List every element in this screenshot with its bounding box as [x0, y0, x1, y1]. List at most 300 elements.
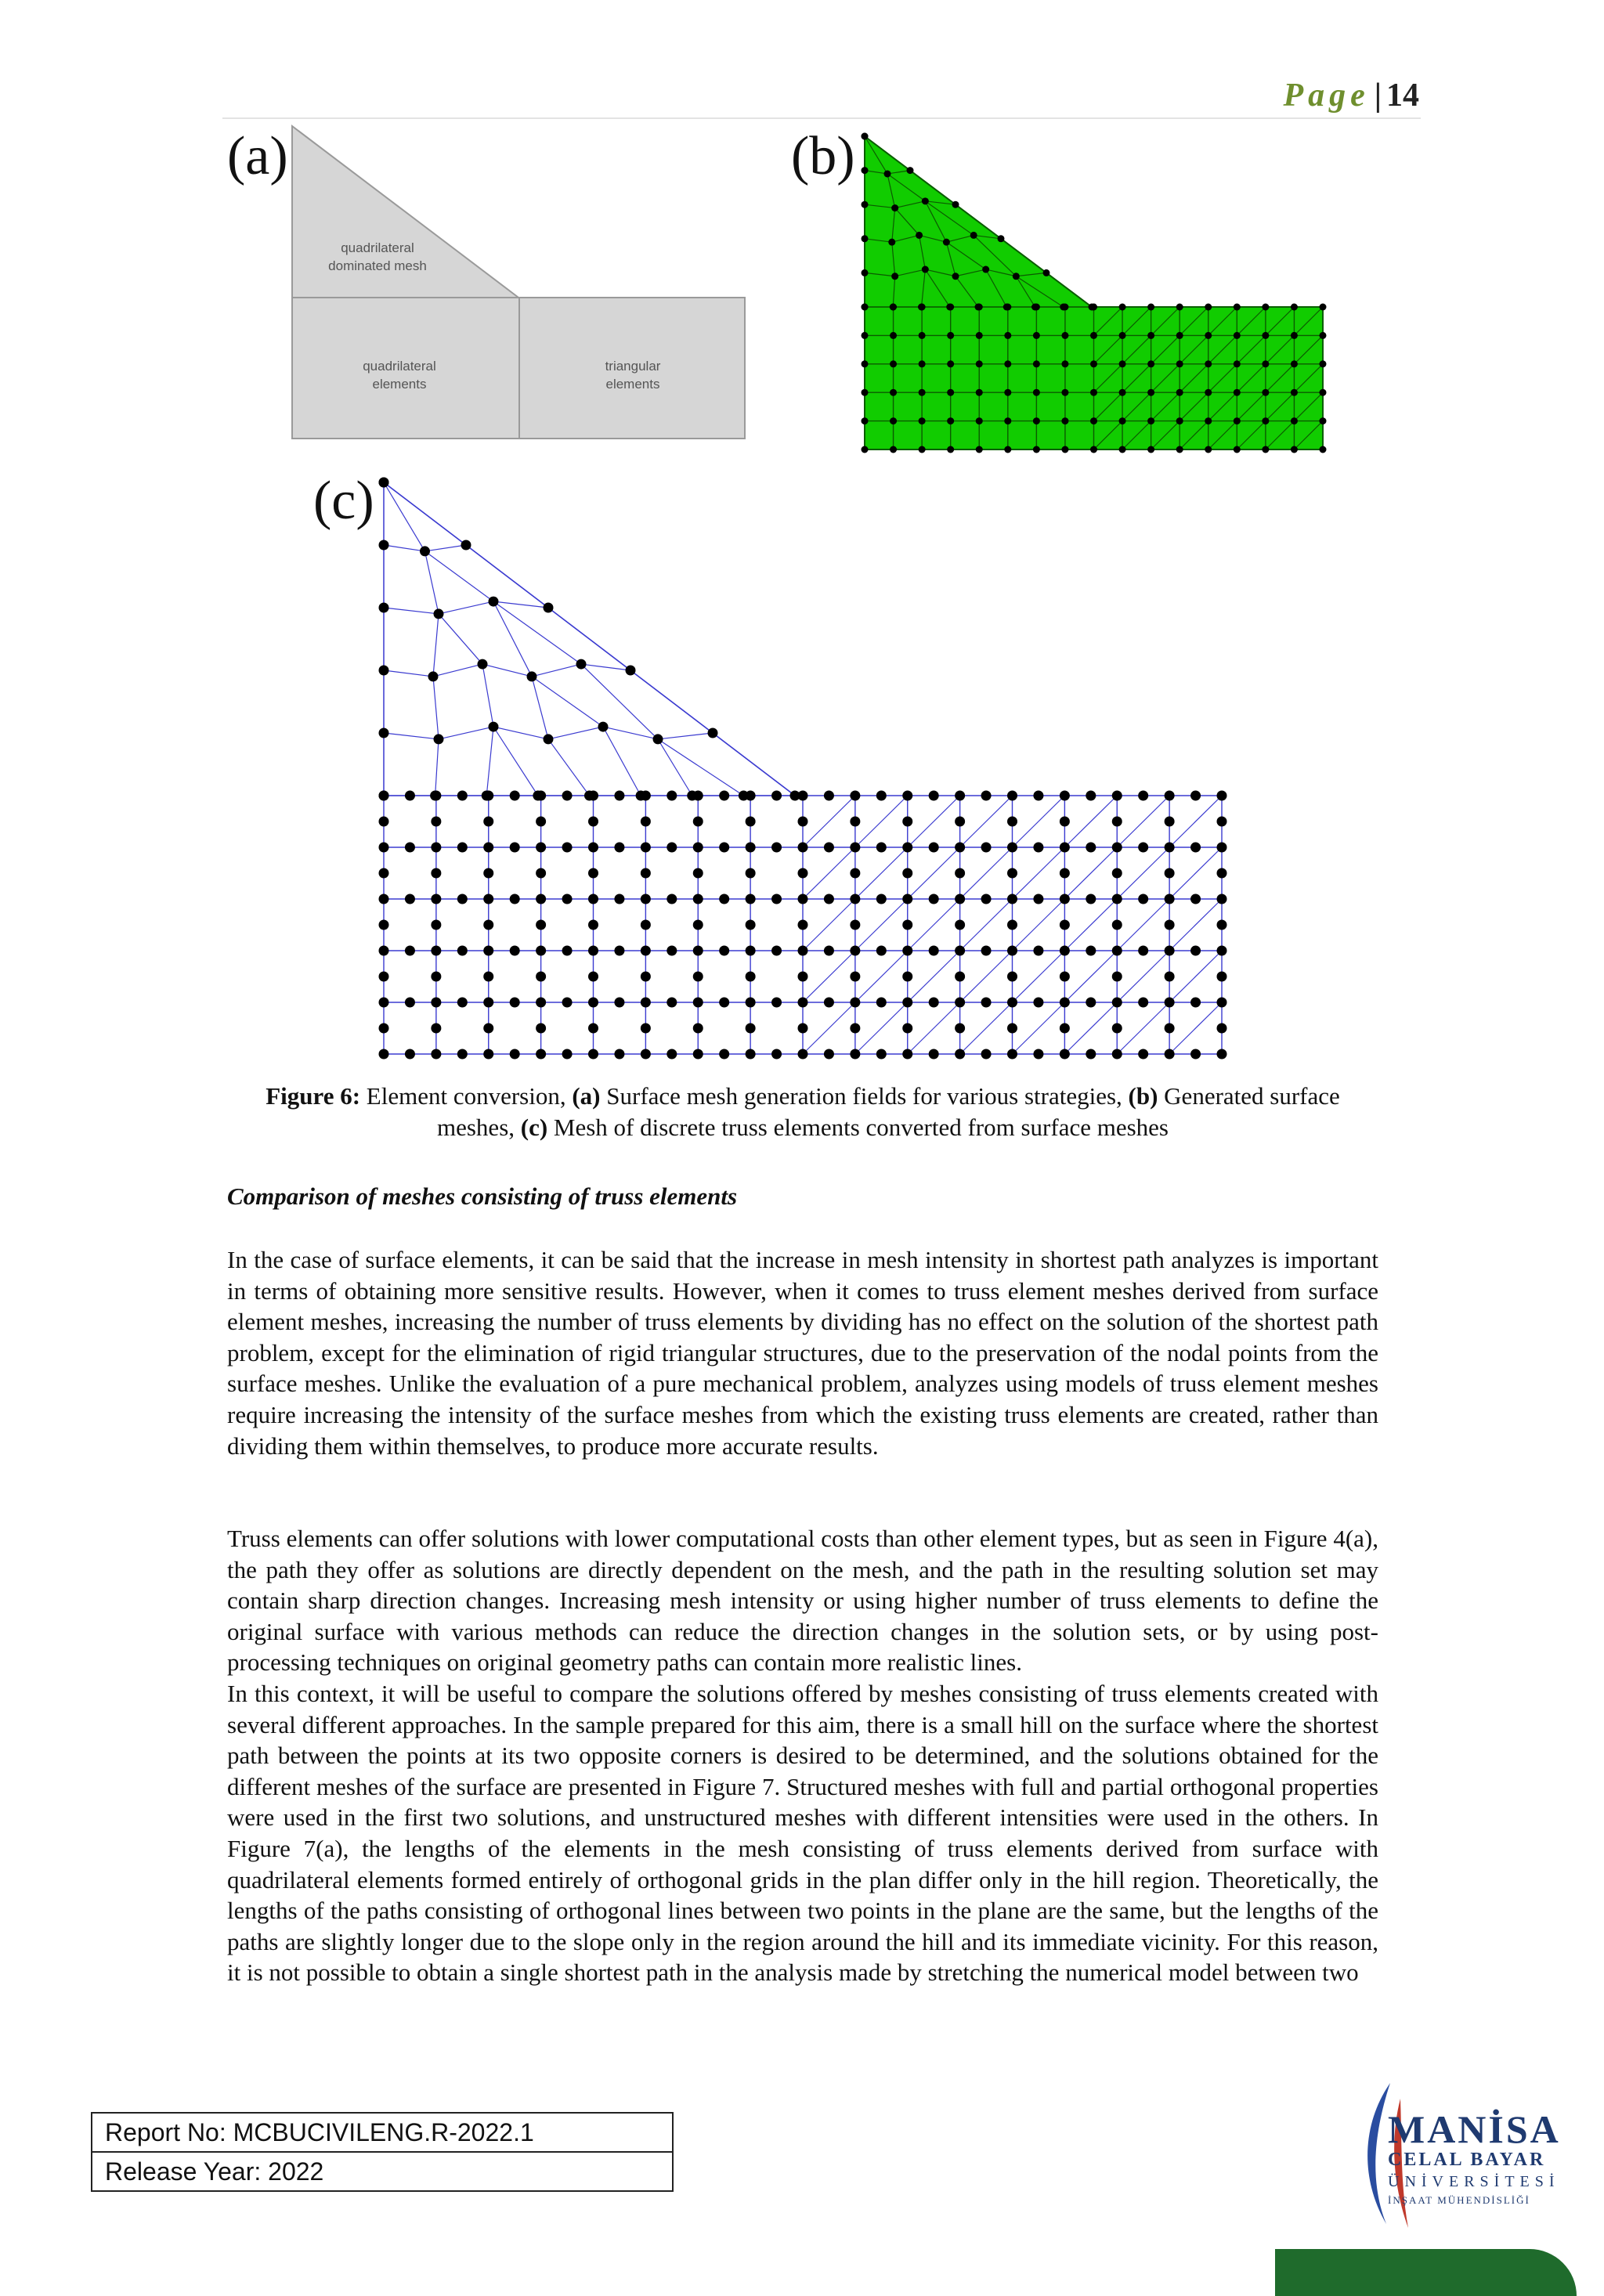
mesh-node: [1090, 417, 1097, 424]
mesh-node: [536, 946, 546, 956]
mesh-node: [1217, 791, 1227, 801]
mesh-node: [1291, 360, 1298, 367]
mesh-diagonal: [855, 796, 908, 847]
mesh-node: [952, 273, 959, 280]
mesh-edge: [630, 670, 713, 733]
section-title: Comparison of meshes consisting of truss elements: [227, 1182, 738, 1210]
mesh-node: [1165, 1023, 1175, 1034]
mesh-node: [1060, 998, 1070, 1008]
mesh-node: [1033, 1049, 1043, 1060]
mesh-node: [641, 817, 651, 827]
logo-line-3: ÜNİVERSİTESİ: [1388, 2173, 1560, 2190]
mesh-node: [1262, 360, 1269, 367]
mesh-node: [536, 1023, 546, 1034]
mesh-node: [510, 1049, 520, 1060]
mesh-node: [1138, 894, 1148, 904]
mesh-node: [667, 894, 677, 904]
mesh-node: [862, 446, 869, 453]
mesh-node: [1007, 817, 1017, 827]
mesh-node: [955, 817, 965, 827]
mesh-node: [929, 946, 939, 956]
mesh-node: [850, 817, 860, 827]
mesh-edge: [433, 614, 439, 677]
mesh-node: [1234, 360, 1241, 367]
mesh-node: [489, 597, 499, 607]
mesh-node: [850, 998, 860, 1008]
mesh-node: [1003, 304, 1010, 311]
mesh-node: [929, 998, 939, 1008]
mesh-diagonal: [908, 796, 960, 847]
mesh-node: [955, 791, 965, 801]
mesh-node: [1234, 304, 1241, 311]
mesh-node: [1217, 1023, 1227, 1034]
mesh-node: [890, 446, 897, 453]
mesh-edge: [435, 739, 439, 796]
mesh-node: [947, 417, 954, 424]
mesh-node: [1061, 417, 1068, 424]
mesh-diagonal: [1013, 847, 1065, 899]
page-word: Page: [1283, 78, 1370, 114]
mesh-node: [1320, 304, 1327, 311]
mesh-node: [1262, 446, 1269, 453]
mesh-node: [1090, 360, 1097, 367]
mesh-node: [862, 360, 869, 367]
mesh-node: [420, 546, 430, 556]
mesh-node: [1119, 417, 1126, 424]
caption-text-3: Generated surface meshes,: [437, 1082, 1340, 1141]
mesh-node: [483, 1023, 493, 1034]
mesh-node: [1217, 894, 1227, 904]
mesh-node: [1165, 972, 1175, 982]
mesh-node: [1061, 332, 1068, 339]
mesh-node: [890, 304, 897, 311]
mesh-node: [1060, 946, 1070, 956]
mesh-node: [1060, 868, 1070, 879]
mesh-node: [746, 972, 756, 982]
mesh-node: [1033, 894, 1043, 904]
mesh-node: [431, 998, 441, 1008]
mesh-node: [1007, 843, 1017, 853]
mesh-edge: [433, 677, 439, 739]
mesh-node: [907, 167, 914, 174]
mesh-node: [1086, 791, 1096, 801]
mesh-node: [1090, 446, 1097, 453]
mesh-diagonal: [908, 951, 960, 1002]
mesh-node: [862, 417, 869, 424]
mesh-node: [1090, 332, 1097, 339]
mesh-diagonal: [855, 847, 908, 899]
mesh-node: [641, 920, 651, 930]
mesh-node: [457, 791, 468, 801]
mesh-node: [1112, 1023, 1122, 1034]
mesh-node: [1147, 446, 1154, 453]
caption-b: (b): [1128, 1082, 1158, 1110]
mesh-node: [405, 946, 415, 956]
mesh-node: [614, 998, 624, 1008]
mesh-node: [1004, 389, 1011, 396]
mesh-node: [483, 920, 493, 930]
mesh-node: [687, 791, 697, 801]
mesh-node: [483, 998, 493, 1008]
mesh-node: [1165, 920, 1175, 930]
mesh-edge: [466, 545, 548, 608]
mesh-node: [719, 1049, 729, 1060]
mesh-node: [1320, 360, 1327, 367]
mesh-edge: [493, 601, 532, 677]
mesh-edge: [425, 545, 467, 551]
caption-prefix: Figure 6:: [266, 1082, 361, 1110]
mesh-node: [1033, 998, 1043, 1008]
mesh-node: [641, 972, 651, 982]
mesh-node: [562, 791, 573, 801]
mesh-node: [1043, 269, 1050, 276]
mesh-node: [771, 1049, 782, 1060]
mesh-node: [998, 235, 1005, 242]
mesh-node: [902, 894, 912, 904]
mesh-node: [1112, 972, 1122, 982]
mesh-node: [510, 894, 520, 904]
mesh-node: [379, 894, 389, 904]
mesh-node: [379, 998, 389, 1008]
mesh-node: [379, 1023, 389, 1034]
header-rule: [222, 117, 1421, 119]
mesh-node: [1205, 304, 1212, 311]
mesh-node: [544, 734, 554, 744]
mesh-edge: [384, 545, 425, 551]
mesh-node: [431, 972, 441, 982]
mesh-node: [1112, 791, 1122, 801]
mesh-node: [1112, 894, 1122, 904]
mesh-node: [981, 998, 992, 1008]
mesh-node: [1119, 446, 1126, 453]
mesh-node: [379, 728, 389, 738]
mesh-node: [922, 197, 929, 204]
mesh-node: [890, 417, 897, 424]
mesh-node: [536, 1049, 546, 1060]
mesh-edge: [548, 727, 603, 739]
mesh-node: [588, 843, 598, 853]
mesh-edge: [713, 733, 795, 796]
mesh-node: [1060, 1049, 1070, 1060]
mesh-node: [719, 946, 729, 956]
mesh-diagonal: [1117, 951, 1169, 1002]
mesh-node: [457, 843, 468, 853]
mesh-node: [798, 817, 808, 827]
mesh-node: [976, 446, 983, 453]
mesh-node: [1004, 360, 1011, 367]
mesh-node: [1007, 972, 1017, 982]
mesh-diagonal: [855, 951, 908, 1002]
mesh-diagonal: [855, 899, 908, 951]
mesh-node: [379, 868, 389, 879]
mesh-node: [746, 817, 756, 827]
mesh-diagonal: [1169, 847, 1222, 899]
mesh-node: [1205, 360, 1212, 367]
mesh-node: [798, 894, 808, 904]
mesh-node: [1112, 843, 1122, 853]
mesh-node: [576, 659, 587, 670]
mesh-node: [850, 843, 860, 853]
mesh-node: [598, 722, 609, 732]
mesh-diagonal: [960, 899, 1013, 951]
mesh-edge: [439, 614, 482, 664]
region-label-line: elements: [372, 376, 427, 392]
mesh-node: [1007, 998, 1017, 1008]
mesh-node: [1061, 360, 1068, 367]
region-label-line: quadrilateral: [341, 240, 414, 255]
mesh-node: [1320, 417, 1327, 424]
mesh-node: [588, 946, 598, 956]
report-info-box: [91, 2112, 674, 2192]
mesh-node: [850, 894, 860, 904]
mesh-edge: [384, 482, 466, 545]
mesh-node: [562, 894, 573, 904]
mesh-node: [1234, 446, 1241, 453]
mesh-node: [876, 791, 887, 801]
mesh-node: [431, 894, 441, 904]
mesh-node: [1320, 389, 1327, 396]
mesh-edge: [493, 727, 538, 796]
mesh-node: [746, 868, 756, 879]
region-label-line: quadrilateral: [363, 359, 436, 374]
mesh-diagonal: [1064, 951, 1117, 1002]
mesh-node: [693, 817, 703, 827]
mesh-edge: [425, 551, 439, 614]
mesh-node: [1138, 791, 1148, 801]
release-year: Release Year: 2022: [92, 2151, 672, 2190]
mesh-node: [850, 920, 860, 930]
mesh-node: [588, 817, 598, 827]
mesh-node: [544, 603, 554, 613]
mesh-node: [1165, 946, 1175, 956]
mesh-node: [862, 389, 869, 396]
mesh-edge: [384, 482, 425, 551]
mesh-node: [1061, 389, 1068, 396]
mesh-node: [955, 868, 965, 879]
mesh-node: [667, 843, 677, 853]
mesh-node: [771, 791, 782, 801]
mesh-diagonal: [1169, 1002, 1222, 1054]
mesh-node: [952, 201, 959, 208]
mesh-edge: [548, 739, 590, 796]
mesh-node: [1112, 998, 1122, 1008]
mesh-node: [850, 791, 860, 801]
mesh-node: [667, 946, 677, 956]
mesh-node: [693, 972, 703, 982]
mesh-node: [876, 1049, 887, 1060]
mesh-node: [975, 304, 982, 311]
mesh-node: [478, 659, 488, 670]
mesh-node: [614, 946, 624, 956]
mesh-diagonal: [908, 847, 960, 899]
mesh-node: [708, 728, 718, 738]
mesh-node: [1112, 920, 1122, 930]
mesh-node: [1291, 446, 1298, 453]
mesh-node: [1217, 817, 1227, 827]
mesh-node: [798, 972, 808, 982]
mesh-node: [1138, 946, 1148, 956]
mesh-node: [1033, 389, 1040, 396]
mesh-node: [719, 998, 729, 1008]
mesh-node: [771, 894, 782, 904]
mesh-node: [562, 843, 573, 853]
mesh-diagonal: [1117, 847, 1169, 899]
mesh-node: [1004, 417, 1011, 424]
mesh-diagonal: [803, 1002, 855, 1054]
mesh-node: [1165, 843, 1175, 853]
mesh-node: [434, 734, 444, 744]
mesh-node: [693, 1049, 703, 1060]
mesh-node: [1217, 1049, 1227, 1060]
mesh-node: [1119, 360, 1126, 367]
figure-label-b: (b): [791, 126, 855, 186]
mesh-node: [693, 998, 703, 1008]
caption-a: (a): [572, 1082, 601, 1110]
mesh-node: [614, 1049, 624, 1060]
caption-text-4: Mesh of discrete truss elements converted from surface meshes: [547, 1114, 1169, 1141]
mesh-diagonal: [960, 951, 1013, 1002]
mesh-node: [536, 843, 546, 853]
mesh-node: [1112, 946, 1122, 956]
mesh-node: [562, 1049, 573, 1060]
mesh-node: [536, 868, 546, 879]
mesh-node: [862, 332, 869, 339]
mesh-node: [1119, 389, 1126, 396]
mesh-node: [641, 868, 651, 879]
mesh-node: [457, 894, 468, 904]
mesh-node: [431, 843, 441, 853]
mesh-node: [405, 791, 415, 801]
mesh-node: [955, 843, 965, 853]
mesh-node: [641, 998, 651, 1008]
mesh-edge: [532, 664, 581, 677]
mesh-diagonal: [1013, 951, 1065, 1002]
mesh-node: [588, 998, 598, 1008]
figure-label-a: (a): [227, 126, 288, 186]
mesh-node: [1165, 894, 1175, 904]
mesh-node: [862, 235, 869, 242]
mesh-node: [1262, 389, 1269, 396]
mesh-node: [510, 946, 520, 956]
mesh-edge: [581, 664, 658, 739]
mesh-node: [876, 843, 887, 853]
mesh-node: [929, 843, 939, 853]
mesh-node: [943, 239, 950, 246]
mesh-node: [929, 1049, 939, 1060]
mesh-node: [1205, 389, 1212, 396]
mesh-diagonal: [908, 899, 960, 951]
mesh-node: [483, 894, 493, 904]
mesh-node: [379, 972, 389, 982]
mesh-edge: [486, 727, 493, 796]
mesh-node: [902, 920, 912, 930]
mesh-diagonal: [1169, 796, 1222, 847]
mesh-node: [976, 332, 983, 339]
mesh-edge: [532, 677, 603, 727]
mesh-node: [919, 446, 926, 453]
mesh-node: [746, 894, 756, 904]
mesh-node: [379, 817, 389, 827]
mesh-node: [1007, 791, 1017, 801]
mesh-node: [902, 998, 912, 1008]
caption-text-2: Surface mesh generation fields for various strategies,: [600, 1082, 1129, 1110]
mesh-diagonal: [1013, 1002, 1065, 1054]
mesh-node: [431, 1049, 441, 1060]
mesh-node: [626, 666, 636, 676]
page-separator: |: [1374, 78, 1382, 114]
mesh-node: [667, 791, 677, 801]
mesh-node: [693, 868, 703, 879]
mesh-diagonal: [960, 796, 1013, 847]
mesh-node: [824, 998, 834, 1008]
mesh-node: [947, 360, 954, 367]
mesh-node: [876, 998, 887, 1008]
mesh-node: [1119, 304, 1126, 311]
mesh-node: [824, 843, 834, 853]
mesh-node: [955, 1049, 965, 1060]
mesh-node: [461, 540, 471, 551]
mesh-node: [981, 843, 992, 853]
mesh-node: [405, 843, 415, 853]
mesh-node: [1033, 946, 1043, 956]
mesh-node: [1086, 843, 1096, 853]
mesh-node: [431, 817, 441, 827]
mesh-node: [1060, 843, 1070, 853]
mesh-node: [1138, 843, 1148, 853]
mesh-edge: [603, 727, 641, 796]
mesh-node: [667, 1049, 677, 1060]
mesh-node: [981, 946, 992, 956]
mesh-node: [798, 998, 808, 1008]
mesh-diagonal: [803, 847, 855, 899]
mesh-node: [891, 204, 898, 211]
mesh-node: [1060, 1023, 1070, 1034]
mesh-node: [746, 843, 756, 853]
mesh-node: [1033, 360, 1040, 367]
mesh-node: [771, 946, 782, 956]
mesh-node: [693, 1023, 703, 1034]
mesh-node: [641, 1023, 651, 1034]
mesh-node: [862, 167, 869, 174]
mesh-node: [614, 791, 624, 801]
mesh-edge: [493, 601, 581, 664]
mesh-node: [1086, 894, 1096, 904]
mesh-node: [588, 894, 598, 904]
mesh-node: [562, 946, 573, 956]
mesh-node: [1060, 791, 1070, 801]
mesh-node: [1089, 304, 1096, 311]
mesh-node: [379, 666, 389, 676]
mesh-node: [1291, 332, 1298, 339]
mesh-node: [536, 894, 546, 904]
mesh-node: [798, 946, 808, 956]
mesh-node: [1217, 920, 1227, 930]
mesh-node: [902, 1023, 912, 1034]
mesh-node: [693, 894, 703, 904]
mesh-node: [431, 946, 441, 956]
mesh-node: [1205, 417, 1212, 424]
mesh-node: [955, 998, 965, 1008]
mesh-node: [693, 946, 703, 956]
mesh-diagonal: [1064, 899, 1117, 951]
mesh-node: [929, 894, 939, 904]
mesh-node: [798, 843, 808, 853]
mesh-node: [862, 201, 869, 208]
mesh-node: [890, 389, 897, 396]
mesh-node: [588, 972, 598, 982]
mesh-node: [1176, 417, 1183, 424]
mesh-edge: [658, 733, 713, 739]
